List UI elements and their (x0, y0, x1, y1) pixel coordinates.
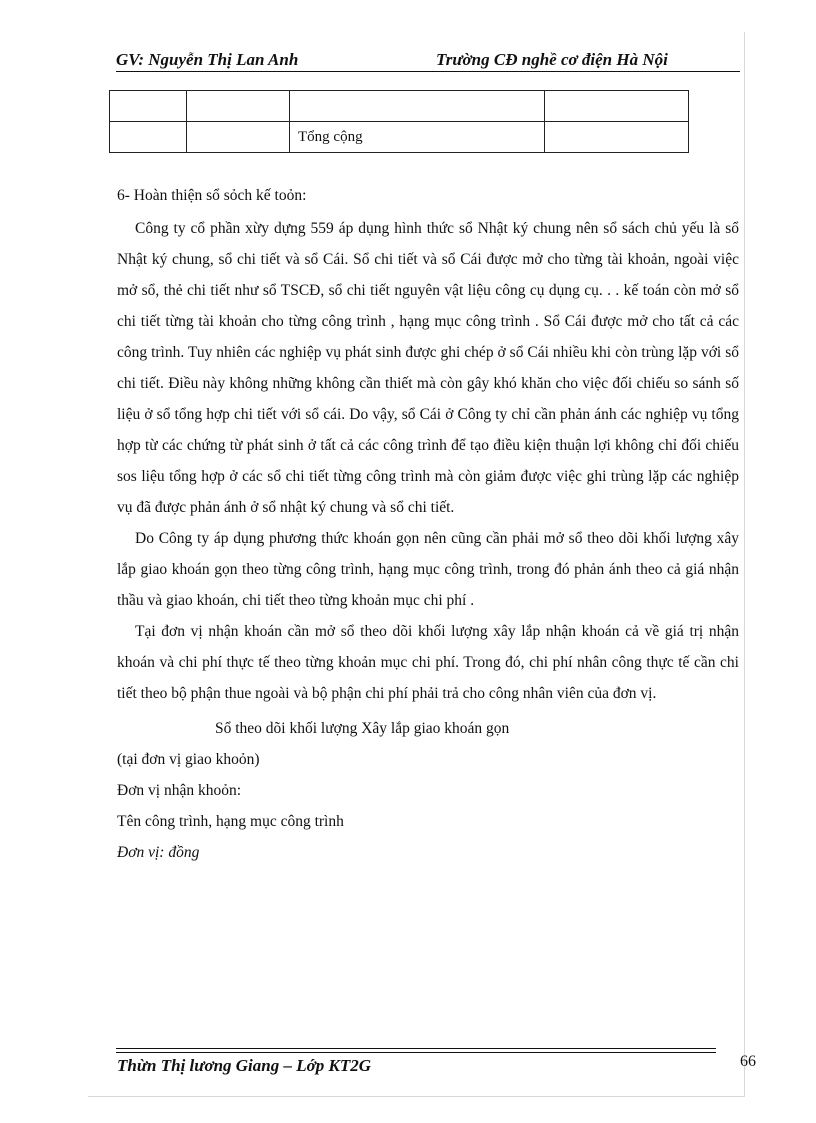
ledger-title: Sổ theo dõi khối lượng Xây lắp giao khoán gọn (215, 720, 510, 737)
ledger-line: (tại đơn vị giao khoỏn) (117, 751, 260, 768)
body-text (117, 180, 739, 868)
header-rule (116, 71, 740, 72)
page-number: 66 (740, 1053, 756, 1070)
table-cell (110, 122, 187, 153)
ledger-line: Đơn vị nhận khoỏn: (117, 782, 242, 799)
footer-rule (116, 1052, 716, 1053)
table-cell (187, 91, 290, 122)
ledger-line: Tên công trình, hạng mục công trình (117, 813, 344, 830)
header-teacher: GV: Nguyễn Thị Lan Anh (116, 50, 299, 69)
paragraph: Tại đơn vị nhận khoán cần mở sổ theo dõi khối lượng xây lắp nhận khoán cả về giá trị nhận khoán và chi phí thực tế theo từng khoản mục chi phí. Trong đó, chi phí nhân công thực tế cần chi tiết theo bộ phận thue ngoài và bộ phận chi phí phải trả cho công nhân viên của đơn vị. (117, 623, 739, 702)
table-cell (110, 91, 187, 122)
summary-table (109, 90, 689, 153)
footer-rule (116, 1048, 716, 1049)
table-row (110, 122, 689, 153)
paragraph: Do Công ty áp dụng phương thức khoán gọn nên cũng cần phải mở sổ theo dõi khối lượng xây lắp giao khoán gọn theo từng công trình, hạng mục công trình, trong đó phản ánh theo cả giá nhận thầu và giao khoán, chi tiết theo từng khoản mục chi phí . (117, 530, 739, 609)
paragraph: Công ty cổ phần xừy dựng 559 áp dụng hình thức sổ Nhật ký chung nên sổ sách chủ yếu là sổ Nhật ký chung, sổ chi tiết và sổ Cái. Sổ chi tiết và sổ Cái được mở cho từng tài khoản, ngoài việc mở sổ, thẻ chi tiết như sổ TSCĐ, sổ chi tiết nguyên vật liệu công cụ dụng cụ. . . kế toán còn mở sổ chi tiết từng tài khoản cho từng công trình , hạng mục công trình . Sổ Cái được mở cho tất cả các công trình. Tuy nhiên các nghiệp vụ phát sinh được ghi chép ở sổ Cái nhiều khi còn trùng lặp với sổ chi tiết. Điều này không những không cần thiết mà còn gây khó khăn cho việc đối chiếu so sánh số liệu ở sổ tổng hợp chi tiết với sổ cái. Do vậy, sổ Cái ở Công ty chỉ cần phản ánh các nghiệp vụ tổng hợp từ các chứng từ phát sinh ở tất cả các công trình để tạo điều kiện thuận lợi không chỉ đối chiếu sos liệu tổng hợp ở các sổ chi tiết từng công trình mà còn giảm được việc ghi trùng lặp các nghiệp vụ đã được phản ánh ở sổ nhật ký chung và sổ chi tiết. (117, 220, 739, 516)
section-heading: 6- Hoàn thiện sổ sỏch kế toỏn: (117, 187, 307, 204)
table-cell (187, 122, 290, 153)
table-row (110, 91, 689, 122)
unit-label: Đơn vị: đồng (117, 844, 200, 861)
table-cell-total-label: Tổng cộng (290, 122, 545, 153)
table-cell (545, 122, 689, 153)
table-cell (545, 91, 689, 122)
table-cell (290, 91, 545, 122)
header-school: Trường CĐ nghề cơ điện Hà Nội (436, 50, 668, 69)
footer-author: Thừn Thị lương Giang – Lớp KT2G (117, 1056, 371, 1075)
